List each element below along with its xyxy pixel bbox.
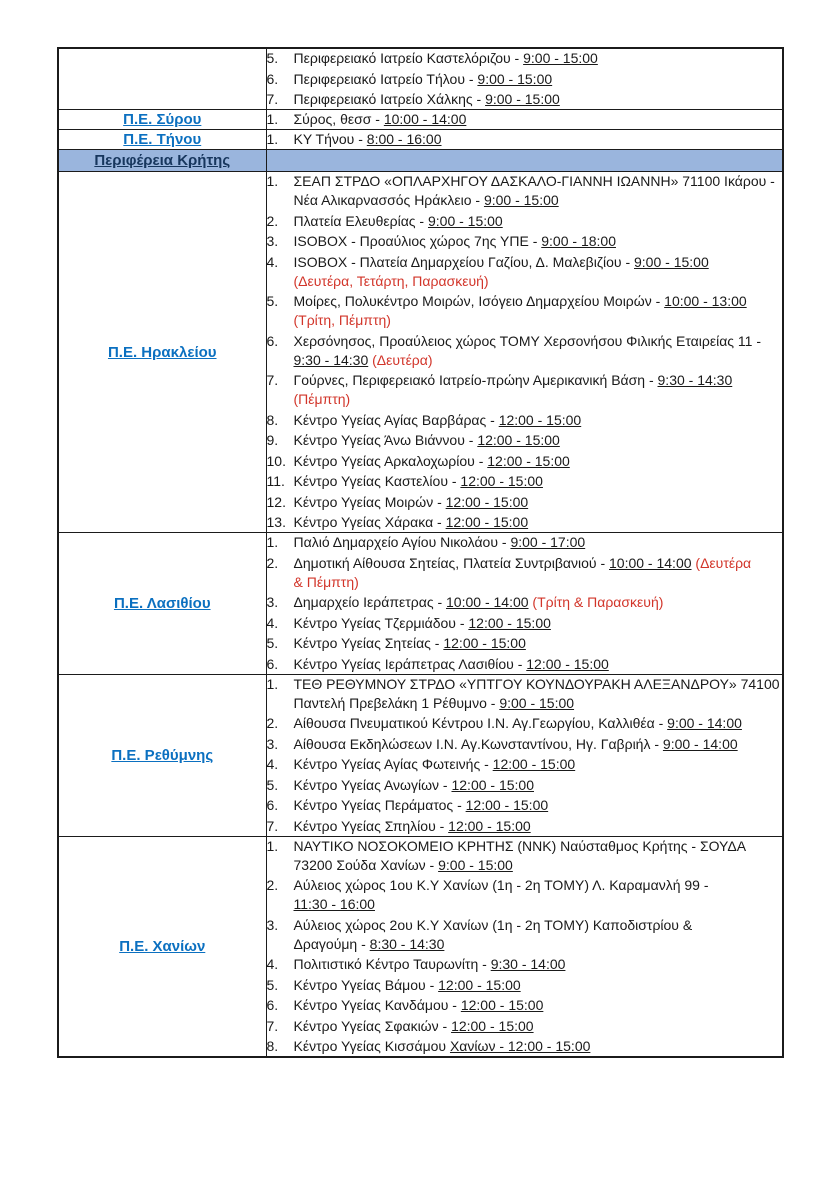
location-item (267, 172, 783, 210)
item-text (294, 735, 783, 754)
location-text: ISOBOX - Πλατεία Δημαρχείου Γαζίου, Δ. Μαλεβιζίου - (293, 253, 634, 270)
location-text: Περιφερειακό Ιατρείο Τήλου - (293, 70, 478, 87)
location-item (267, 90, 783, 109)
location-item (267, 554, 783, 592)
location-item (267, 452, 783, 471)
location-text: Αίθουσα Εκδηλώσεων Ι.Ν. Αγ.Κωνσταντίνου, Ηγ. Γαβριήλ - (293, 735, 663, 752)
hours-text: 12:00 - 15:00 (451, 1017, 534, 1034)
hours-text: 8:30 - 14:30 (369, 935, 445, 952)
hours-text: 10:00 - 14:00 (446, 594, 529, 610)
region-label-link[interactable]: Π.Ε. Ηρακλείου (107, 343, 217, 361)
item-text (294, 1017, 783, 1036)
item-number: 11. (266, 473, 285, 489)
hours-text: 9:30 - 14:30 (657, 372, 733, 388)
item-text (294, 90, 783, 109)
hours-text: 9:00 - 17:00 (510, 534, 586, 550)
location-text: Δημαρχείο Ιεράπετρας - (293, 594, 447, 610)
days-note: (Δευτέρα (695, 554, 752, 571)
region-label-link[interactable]: Π.Ε. Λασιθίου (113, 594, 211, 612)
item-number: 6. (266, 997, 279, 1013)
region-label-link[interactable]: Π.Ε. Τήνου (123, 131, 202, 148)
locations-cell (266, 674, 783, 836)
item-number: 9. (266, 432, 279, 448)
item-number: 3. (266, 233, 279, 249)
location-text: Παντελή Πρεβελάκη 1 Ρέθυμνο - (293, 694, 500, 711)
location-item (267, 1037, 783, 1056)
locations-cell (266, 836, 783, 1057)
item-number: 1. (266, 837, 279, 854)
region-row (58, 674, 783, 836)
item-number: 13. (266, 514, 286, 530)
region-label-cell (58, 130, 266, 150)
location-text: ΚΥ Τήνου - (293, 131, 367, 147)
location-item (267, 593, 783, 612)
location-item (267, 837, 783, 875)
item-number: 7. (266, 372, 279, 388)
hours-text: 9:00 - 14:00 (667, 715, 742, 731)
hours-text: 12:00 - 15:00 (460, 473, 543, 489)
location-text: Αύλειος χώρος 1ου Κ.Υ Χανίων (1η - 2η ΤΟΜΥ) Λ. Καραμανλή 99 - (293, 877, 709, 893)
item-text (294, 253, 783, 291)
item-number: 8. (266, 411, 279, 428)
item-number: 3. (266, 594, 279, 610)
location-text: Πολιτιστικό Κέντρο Ταυρωνίτη - (293, 956, 491, 972)
location-item (267, 916, 783, 954)
days-note: (Πέμπτη) (293, 391, 351, 407)
locations-cell (266, 172, 783, 533)
hours-text: 9:00 - 15:00 (523, 50, 598, 66)
days-note: (Δευτέρα, Τετάρτη, Παρασκευή) (293, 272, 489, 289)
location-item (267, 533, 783, 552)
item-text (294, 472, 783, 491)
location-item (267, 493, 783, 512)
item-text (294, 292, 783, 330)
region-label-link[interactable]: Π.Ε. Χανίων (119, 937, 206, 955)
location-text: Χερσόνησος, Προαύλειος χώρος ΤΟΜΥ Χερσονήσου Φιλικής Εταιρείας 11 - (293, 332, 762, 349)
location-text: ISOBOX - Προαύλιος χώρος 7ης ΥΠΕ - (293, 233, 542, 249)
location-item (267, 110, 783, 129)
item-text (294, 996, 783, 1015)
location-text: Μοίρες, Πολυκέντρο Μοιρών, Ισόγειο Δημαρχείου Μοιρών - (293, 293, 665, 309)
item-text (294, 634, 783, 653)
hours-text: 12:00 - 15:00 (445, 493, 529, 510)
item-number: 4. (266, 614, 279, 631)
item-text (294, 955, 783, 974)
item-number: 7. (266, 91, 279, 107)
hours-text: 9:00 - 15:00 (483, 192, 559, 208)
item-text (294, 513, 783, 532)
location-text: Κέντρο Υγείας Ανωγίων - (293, 776, 452, 793)
section-empty-cell (266, 150, 783, 172)
location-text: Κέντρο Υγείας Ιεράπετρας Λασιθίου - (293, 655, 527, 672)
section-header-label: Περιφέρεια Κρήτης (94, 151, 231, 169)
location-text: Κέντρο Υγείας Σφακιών - (293, 1017, 452, 1034)
item-number: 2. (266, 715, 279, 731)
item-text (294, 452, 783, 471)
location-text: ΣΕΑΠ ΣΤΡΔΟ «ΟΠΛΑΡΧΗΓΟΥ ΔΑΣΚΑΛΟ-ΓΙΑΝΝΗ ΙΩΑΝΝΗ» 71100 Ικάρου - (293, 173, 775, 189)
location-item (267, 776, 783, 795)
days-note: (Δευτέρα) (372, 351, 433, 368)
item-number: 12. (266, 493, 286, 510)
location-text: Παλιό Δημαρχείο Αγίου Νικολάου - (293, 534, 511, 550)
item-number: 6. (266, 70, 279, 87)
item-text (294, 837, 783, 875)
hours-text: 12:00 - 15:00 (451, 776, 534, 793)
location-item (267, 212, 783, 231)
item-text (294, 212, 783, 231)
item-number: 4. (266, 253, 279, 270)
region-label-cell (58, 110, 266, 130)
location-text: Κέντρο Υγείας Σητείας - (293, 635, 444, 651)
hours-text: 9:00 - 14:00 (662, 735, 738, 752)
location-item (267, 292, 783, 330)
item-number: 4. (266, 956, 279, 972)
schedule-table-body (58, 48, 783, 1057)
hours-text: 9:00 - 15:00 (485, 91, 560, 107)
hours-text: 12:00 - 15:00 (465, 797, 549, 813)
location-item (267, 1017, 783, 1036)
item-text (294, 976, 783, 995)
region-row (58, 172, 783, 533)
item-text (294, 49, 783, 68)
location-text: Κέντρο Υγείας Σπηλίου - (293, 817, 449, 834)
location-text: Κέντρο Υγείας Αγίας Βαρβάρας - (293, 411, 499, 428)
hours-text: 12:00 - 15:00 (492, 756, 576, 772)
hours-text: 8:00 - 16:00 (366, 131, 442, 147)
region-label-cell (58, 48, 266, 110)
hours-text: 9:30 - 14:30 (293, 351, 369, 368)
item-text (294, 130, 783, 149)
item-text (294, 371, 783, 409)
location-item (267, 996, 783, 1015)
location-item (267, 431, 783, 450)
item-text (294, 817, 783, 836)
section-header-row (58, 150, 783, 172)
location-item (267, 513, 783, 532)
item-text (294, 332, 783, 370)
hours-text: 12:00 - 15:00 (443, 635, 526, 651)
days-note: (Τρίτη, Πέμπτη) (293, 312, 391, 328)
location-text: 73200 Σούδα Χανίων - (293, 856, 439, 873)
location-text: Περιφερειακό Ιατρείο Χάλκης - (293, 91, 486, 107)
item-number: 4. (266, 756, 279, 772)
location-text: Γούρνες, Περιφερειακό Ιατρείο-πρώην Αμερικανική Βάση - (293, 372, 658, 388)
location-text: Αίθουσα Πνευματικού Κέντρου Ι.Ν. Αγ.Γεωργίου, Καλλιθέα - (293, 715, 668, 731)
hours-text: 12:00 - 15:00 (487, 452, 570, 469)
location-text: Πλατεία Ελευθερίας - (293, 212, 428, 229)
item-text (294, 776, 783, 795)
days-note: & Πέμπτη) (293, 573, 359, 590)
location-item (267, 472, 783, 491)
item-text (294, 1037, 783, 1056)
hours-text: 12:00 - 15:00 (460, 997, 544, 1013)
item-number: 7. (266, 817, 279, 834)
location-text: Κέντρο Υγείας Περάματος - (293, 797, 466, 813)
hours-text: 12:00 - 15:00 (445, 514, 529, 530)
item-text (294, 714, 783, 733)
hours-text: 12:00 - 15:00 (448, 817, 531, 834)
item-text (294, 70, 783, 89)
location-item (267, 411, 783, 430)
hours-text: 12:00 - 15:00 (526, 655, 609, 672)
location-item (267, 714, 783, 733)
locations-cell (266, 110, 783, 130)
item-number: 1. (266, 131, 279, 147)
location-item (267, 332, 783, 370)
item-text (294, 876, 783, 914)
item-text (294, 172, 783, 210)
item-number: 1. (266, 111, 279, 127)
hours-text: 11:30 - 16:00 (293, 896, 375, 912)
item-number: 1. (266, 534, 279, 550)
hours-text: 9:00 - 15:00 (634, 253, 709, 270)
item-number: 2. (266, 554, 279, 571)
item-text (294, 614, 783, 633)
item-text (294, 916, 783, 954)
item-number: 3. (266, 916, 279, 933)
item-number: 2. (266, 877, 279, 893)
location-text: ΤΕΘ ΡΕΘΥΜΝΟΥ ΣΤΡΔΟ «ΥΠΤΓΟΥ ΚΟΥΝΔΟΥΡΑΚΗ ΑΛΕΞΑΝΔΡΟΥ» 74100 (293, 675, 780, 692)
item-text (294, 232, 783, 251)
item-number: 5. (266, 293, 279, 309)
location-text: Κέντρο Υγείας Τζερμιάδου - (293, 614, 469, 631)
item-number: 5. (266, 635, 279, 651)
location-item (267, 955, 783, 974)
item-number: 7. (266, 1017, 279, 1034)
hours-text: 9:00 - 18:00 (541, 233, 616, 249)
locations-cell (266, 533, 783, 675)
location-item (267, 675, 783, 713)
region-row (58, 130, 783, 150)
region-label-cell (58, 533, 266, 675)
location-item (267, 817, 783, 836)
location-item (267, 655, 783, 674)
location-text: Κέντρο Υγείας Αρκαλοχωρίου - (293, 452, 488, 469)
item-number: 3. (266, 735, 279, 752)
location-item (267, 253, 783, 291)
hours-text: 12:00 - 15:00 (477, 432, 560, 448)
location-item (267, 634, 783, 653)
region-row (58, 533, 783, 675)
location-item (267, 49, 783, 68)
item-number: 1. (266, 173, 279, 189)
region-label-cell (58, 172, 266, 533)
location-text: Κέντρο Υγείας Κανδάμου - (293, 997, 461, 1013)
hours-text: 10:00 - 13:00 (664, 293, 747, 309)
region-label-link[interactable]: Π.Ε. Σύρου (123, 111, 202, 128)
item-number: 6. (266, 332, 279, 349)
vaccination-schedule-table (57, 47, 784, 1058)
location-text: Περιφερειακό Ιατρείο Καστελόριζου - (293, 50, 524, 66)
hours-text: 9:00 - 15:00 (499, 694, 575, 711)
hours-text: 12:00 - 15:00 (438, 976, 521, 993)
location-text: Δημοτική Αίθουσα Σητείας, Πλατεία Συντριβανιού - (293, 554, 609, 571)
item-number: 10. (266, 452, 286, 469)
item-text (294, 411, 783, 430)
item-number: 6. (266, 655, 279, 672)
location-item (267, 371, 783, 409)
location-item (267, 130, 783, 149)
location-item (267, 232, 783, 251)
hours-text: 9:00 - 15:00 (438, 856, 513, 873)
location-text: Νέα Αλικαρνασσός Ηράκλειο - (293, 192, 484, 208)
hours-text: 10:00 - 14:00 (609, 554, 692, 571)
location-item (267, 735, 783, 754)
item-text (294, 431, 783, 450)
item-number: 2. (266, 212, 279, 229)
location-text: Κέντρο Υγείας Άνω Βιάννου - (293, 432, 478, 448)
location-item (267, 876, 783, 914)
locations-cell (266, 48, 783, 110)
item-text (294, 593, 783, 612)
item-text (294, 675, 783, 713)
hours-text: 9:00 - 15:00 (427, 212, 503, 229)
item-number: 5. (266, 776, 279, 793)
item-text (294, 533, 783, 552)
item-text (294, 655, 783, 674)
hours-text: Χανίων - 12:00 - 15:00 (449, 1038, 591, 1054)
location-text: Αύλειος χώρος 2ου Κ.Υ Χανίων (1η - 2η ΤΟΜΥ) Καποδιστρίου & (293, 916, 693, 933)
location-item (267, 976, 783, 995)
location-text: Κέντρο Υγείας Κισσάμου (293, 1038, 450, 1054)
location-text: Σύρος, θεσσ - (293, 111, 384, 127)
region-label-cell (58, 836, 266, 1057)
hours-text: 12:00 - 15:00 (468, 614, 551, 631)
location-text: Κέντρο Υγείας Καστελίου - (293, 473, 461, 489)
hours-text: 9:30 - 14:00 (490, 956, 566, 972)
location-text: ΝΑΥΤΙΚΟ ΝΟΣΟΚΟΜΕΙΟ ΚΡΗΤΗΣ (ΝΝΚ) Ναύσταθμος Κρήτης - ΣΟΥΔΑ (293, 837, 747, 854)
item-text (294, 110, 783, 129)
region-row (58, 110, 783, 130)
item-text (294, 755, 783, 774)
item-number: 5. (266, 50, 279, 66)
item-number: 5. (266, 976, 279, 993)
region-row (58, 48, 783, 110)
location-text: Κέντρο Υγείας Βάμου - (293, 976, 439, 993)
item-number: 8. (266, 1038, 279, 1054)
location-item (267, 755, 783, 774)
region-label-link[interactable]: Π.Ε. Ρεθύμνης (111, 746, 214, 764)
location-item (267, 70, 783, 89)
item-number: 1. (266, 675, 279, 692)
location-text: Δραγούμη - (293, 935, 370, 952)
locations-cell (266, 130, 783, 150)
location-text: Κέντρο Υγείας Μοιρών - (293, 493, 446, 510)
item-text (294, 796, 783, 815)
item-number: 6. (266, 797, 279, 813)
days-note: (Τρίτη & Παρασκευή) (532, 594, 664, 610)
location-text: Κέντρο Υγείας Χάρακα - (293, 514, 446, 530)
location-text: Κέντρο Υγείας Αγίας Φωτεινής - (293, 756, 493, 772)
region-row (58, 836, 783, 1057)
location-item (267, 614, 783, 633)
item-text (294, 554, 783, 592)
hours-text: 12:00 - 15:00 (498, 411, 582, 428)
region-label-cell (58, 674, 266, 836)
hours-text: 10:00 - 14:00 (383, 111, 467, 127)
section-label-cell (58, 150, 266, 172)
item-text (294, 493, 783, 512)
hours-text: 9:00 - 15:00 (477, 70, 553, 87)
location-item (267, 796, 783, 815)
